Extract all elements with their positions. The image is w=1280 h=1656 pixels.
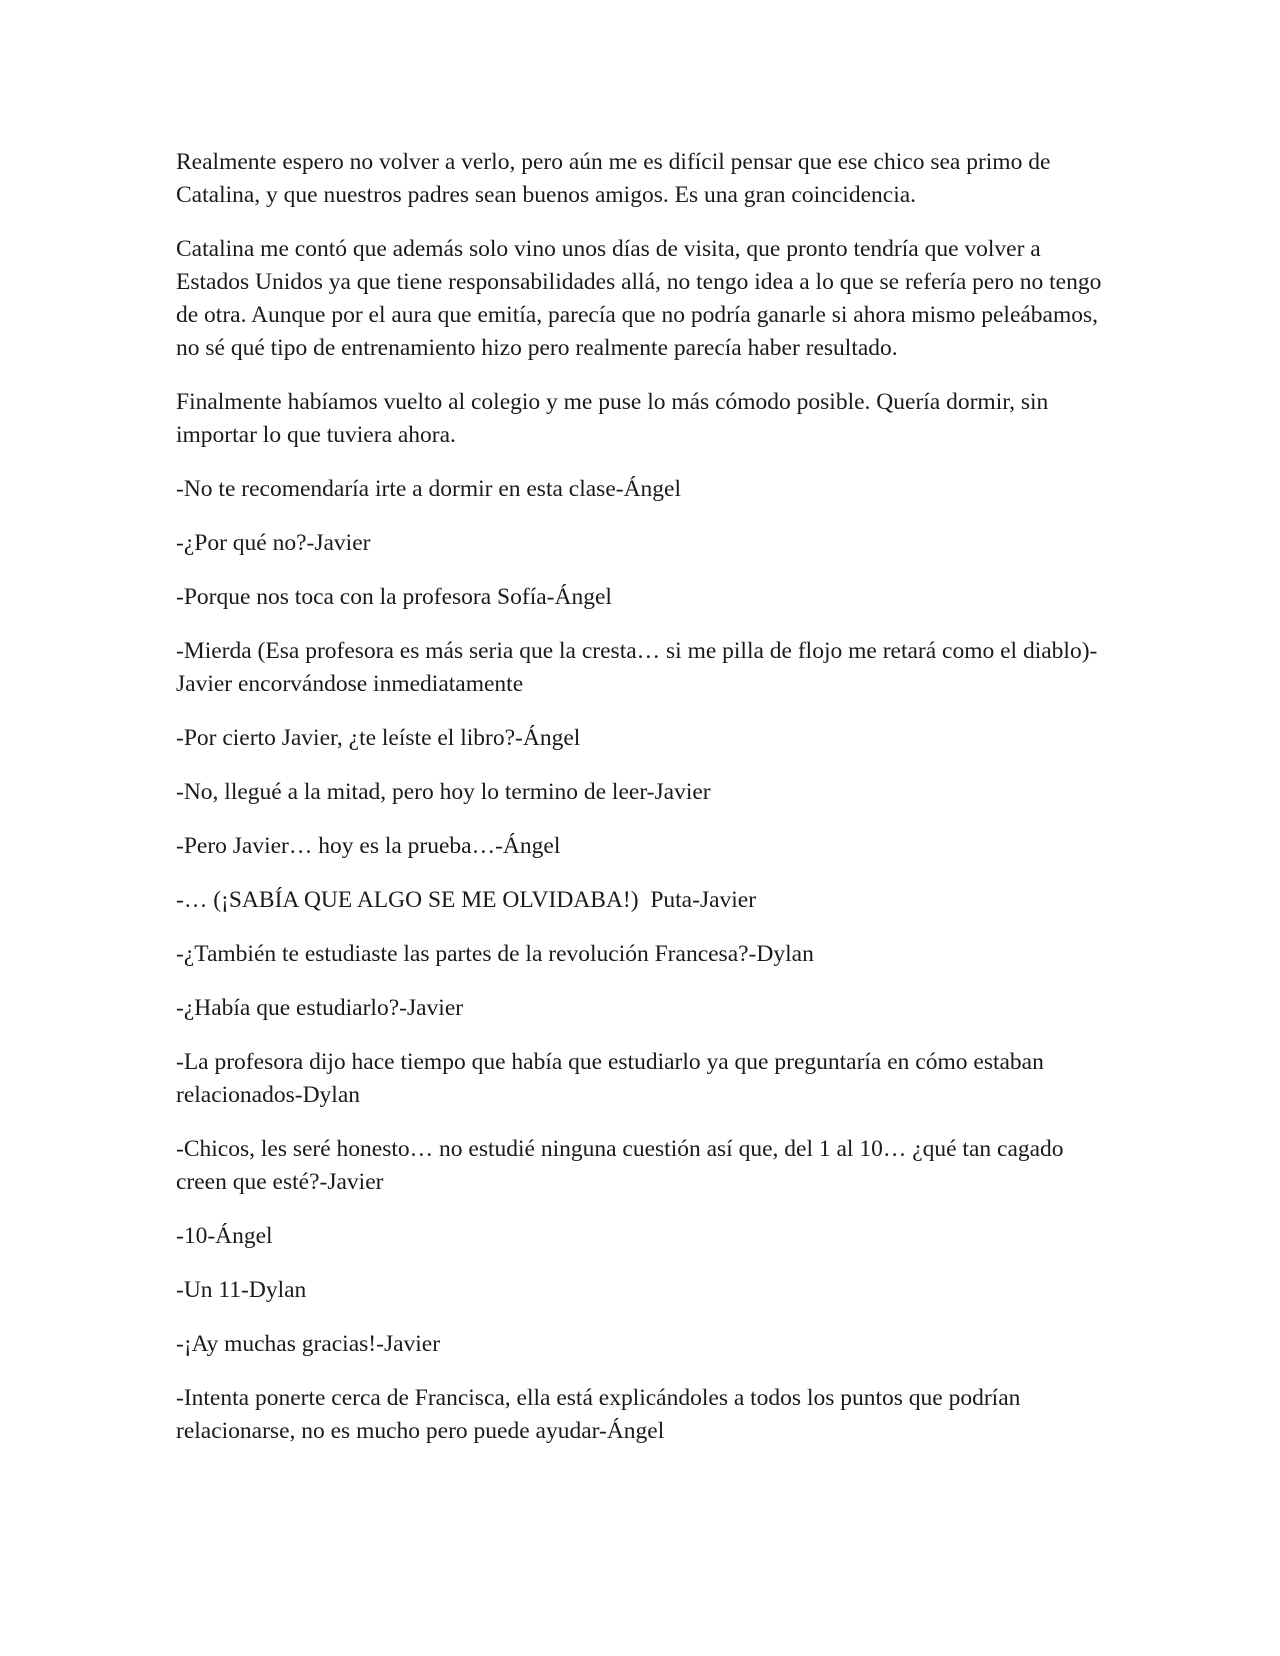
dialogue-line: -Mierda (Esa profesora es más seria que la cresta… si me pilla de flojo me retará como el diablo)-Javier encorvándose inmediatamente [176, 638, 1098, 697]
dialogue-line: -Un 11-Dylan [176, 1277, 307, 1303]
dialogue-line: -Pero Javier… hoy es la prueba…-Ángel [176, 833, 561, 859]
dialogue-line: -¿Por qué no?-Javier [176, 530, 371, 556]
dialogue-line: -¡Ay muchas gracias!-Javier [176, 1331, 441, 1357]
dialogue-line: -¿Había que estudiarlo?-Javier [176, 995, 464, 1021]
dialogue-line: -Por cierto Javier, ¿te leíste el libro?-Ángel [176, 725, 581, 751]
paragraph: Catalina me contó que además solo vino unos días de visita, que pronto tendría que volver a Estados Unidos ya que tiene responsabilidades allá, no tengo idea a lo que se refería pero no tengo de otra. Aunque por el aura que emitía, parecía que no podría ganarle si ahora mismo peleábamos, no sé qué tipo de entrenamiento hizo pero realmente parecía haber resultado. [176, 236, 1108, 361]
dialogue-line: -La profesora dijo hace tiempo que había que estudiarlo ya que preguntaría en cómo estaban relacionados-Dylan [176, 1049, 1050, 1108]
dialogue-line: -¿También te estudiaste las partes de la revolución Francesa?-Dylan [176, 941, 814, 967]
dialogue-line: -Chicos, les seré honesto… no estudié ninguna cuestión así que, del 1 al 10… ¿qué tan cagado creen que esté?-Javier [176, 1136, 1070, 1195]
dialogue-line: -No te recomendaría irte a dormir en esta clase-Ángel [176, 476, 682, 502]
dialogue-line: -Porque nos toca con la profesora Sofía-Ángel [176, 584, 612, 610]
paragraph: Finalmente habíamos vuelto al colegio y me puse lo más cómodo posible. Quería dormir, sin importar lo que tuviera ahora. [176, 389, 1055, 448]
dialogue-line: -10-Ángel [176, 1223, 273, 1249]
dialogue-line: -Intenta ponerte cerca de Francisca, ella está explicándoles a todos los puntos que podrían relacionarse, no es mucho pero puede ayudar-Ángel [176, 1385, 1027, 1444]
paragraph: Realmente espero no volver a verlo, pero aún me es difícil pensar que ese chico sea primo de Catalina, y que nuestros padres sean buenos amigos. Es una gran coincidencia. [176, 149, 1057, 208]
dialogue-line: -… (¡SABÍA QUE ALGO SE ME OLVIDABA!) Puta-Javier [176, 887, 757, 913]
document-body [176, 146, 1116, 1469]
dialogue-line: -No, llegué a la mitad, pero hoy lo termino de leer-Javier [176, 779, 711, 805]
